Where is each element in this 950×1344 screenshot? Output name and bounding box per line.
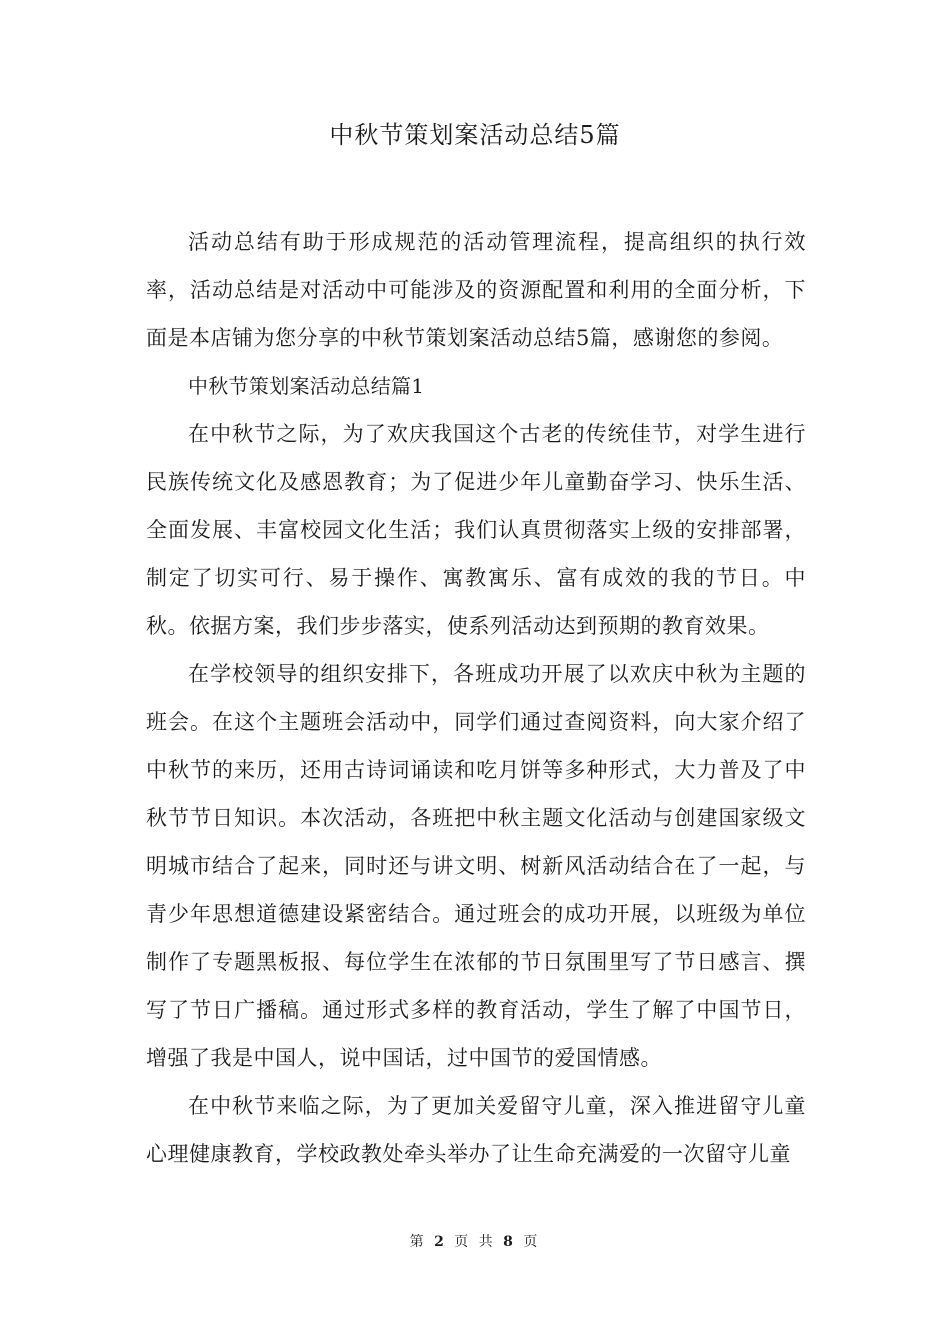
body-paragraph: 在学校领导的组织安排下，各班成功开展了以欢庆中秋为主题的班会。在这个主题班会活动中，同学们通过查阅资料，向大家介绍了中秋节的来历，还用古诗词诵读和吃月饼等多种形式，大力普及了中秋节节日知识。本次活动，各班把中秋主题文化活动与创建国家级文明城市结合了起来，同时还与讲文明、树新风活动结合在了一起，与青少年思想道德建设紧密结合。通过班会的成功开展，以班级为单位制作了专题黑板报、每位学生在浓郁的节日氛围里写了节日感言、撰写了节日广播稿。通过形式多样的教育活动，学生了解了中国节日，增强了我是中国人，说中国话，过中国节的爱国情感。: [146, 662, 806, 1070]
body-paragraph: 在中秋节来临之际，为了更加关爱留守儿童，深入推进留守儿童心理健康教育，学校政教处牵头举办了让生命充满爱的一次留守儿童: [146, 1094, 806, 1166]
page-footer: [0, 1232, 950, 1252]
current-page-number: 2: [434, 1234, 447, 1250]
body-paragraph: 在中秋节之际，为了欢庆我国这个古老的传统佳节，对学生进行民族传统文化及感恩教育；为了促进少年儿童勤奋学习、快乐生活、全面发展、丰富校园文化生活；我们认真贯彻落实上级的安排部署，制定了切实可行、易于操作、寓教寓乐、富有成效的我的节日。中秋。依据方案，我们步步落实，使系列活动达到预期的教育效果。: [146, 422, 806, 638]
total-page-count: 8: [503, 1234, 516, 1250]
page-title: 中秋节策划案活动总结5篇: [329, 121, 621, 149]
intro-paragraph: 活动总结有助于形成规范的活动管理流程，提高组织的执行效率，活动总结是对活动中可能涉及的资源配置和利用的全面分析，下面是本店铺为您分享的中秋节策划案活动总结5篇，感谢您的参阅。: [146, 230, 806, 350]
section-heading: 中秋节策划案活动总结篇1: [188, 374, 425, 398]
footer-suffix: 页: [523, 1234, 541, 1250]
document-body: [146, 218, 806, 1178]
footer-middle: 页 共: [454, 1234, 496, 1250]
footer-prefix: 第: [409, 1234, 427, 1250]
